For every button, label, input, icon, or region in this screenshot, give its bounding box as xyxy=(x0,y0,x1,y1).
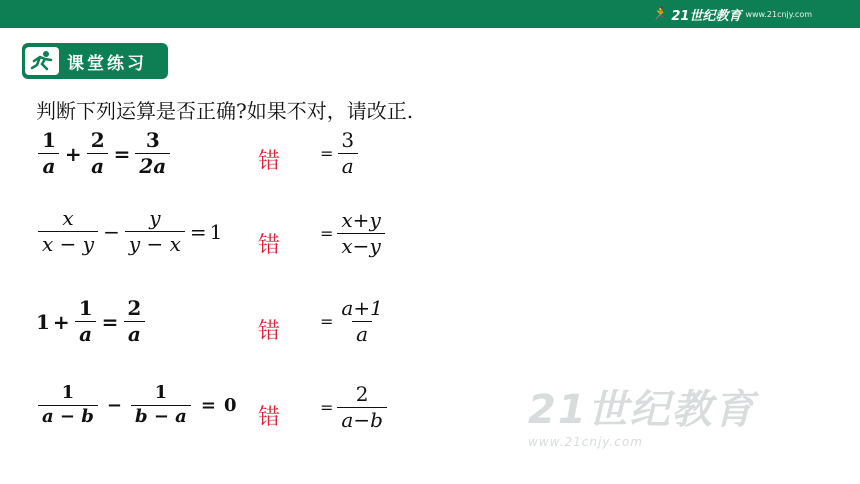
problem-2-equation xyxy=(36,208,222,255)
frac-numerator: 2 xyxy=(355,382,369,406)
watermark xyxy=(528,378,756,449)
verdict-wrong: 错 xyxy=(258,405,281,430)
problem-1-equation xyxy=(36,130,172,177)
frac-denominator: a xyxy=(124,321,145,345)
correction-4 xyxy=(320,384,389,431)
frac-numerator: x xyxy=(62,206,74,230)
equals-sign: = xyxy=(113,141,131,166)
badge-label: 课堂练习 xyxy=(67,53,147,74)
frac-denominator: a − b xyxy=(38,405,98,427)
frac-denominator: b − a xyxy=(131,405,191,427)
frac-denominator: a xyxy=(87,153,108,177)
frac-denominator: a xyxy=(38,153,59,177)
result-value: 1 xyxy=(209,219,223,244)
runner-icon: 🏃 xyxy=(651,6,668,22)
verdict-wrong: 错 xyxy=(258,149,281,174)
frac-numerator: 3 xyxy=(145,128,160,152)
correction-2 xyxy=(320,210,387,257)
top-bar xyxy=(0,0,860,28)
frac-numerator: a+1 xyxy=(341,296,383,320)
frac-numerator: 1 xyxy=(78,296,93,320)
frac-denominator: a−b xyxy=(337,407,386,431)
instruction-text: 判断下列运算是否正确?如果不对，请改正. xyxy=(36,99,414,123)
equals-sign: = xyxy=(320,224,334,243)
frac-denominator: x − y xyxy=(38,231,98,255)
problem-4-equation xyxy=(36,384,236,427)
correction-1 xyxy=(320,130,360,177)
watermark-text: 21世纪教育 xyxy=(528,387,756,433)
frac-numerator: 1 xyxy=(42,128,56,152)
whole-number: 1 xyxy=(36,309,50,334)
brand-logo xyxy=(651,4,812,24)
brand-sub: www.21cnjy.com xyxy=(745,9,812,19)
equals-sign: = xyxy=(200,394,216,416)
verdict-wrong: 错 xyxy=(258,233,281,258)
equals-sign: = xyxy=(320,398,334,417)
equals-sign: = xyxy=(320,312,334,331)
equals-sign: = xyxy=(101,309,119,334)
frac-denominator: a xyxy=(75,321,96,345)
result-value: 0 xyxy=(223,394,237,416)
frac-numerator: 3 xyxy=(341,128,355,152)
operator: + xyxy=(52,309,70,334)
problem-3-equation xyxy=(36,298,147,345)
frac-denominator: a xyxy=(338,153,358,177)
watermark-sub: www.21cnjy.com xyxy=(528,435,643,449)
frac-denominator: x−y xyxy=(337,233,384,257)
frac-numerator: y xyxy=(149,206,161,230)
frac-denominator: y − x xyxy=(125,231,185,255)
equals-sign: = xyxy=(189,219,207,244)
frac-numerator: 2 xyxy=(127,296,142,320)
frac-denominator: a xyxy=(352,321,372,345)
verdict-wrong: 错 xyxy=(258,319,281,344)
correction-3 xyxy=(320,298,389,345)
operator: − xyxy=(106,394,122,416)
operator: − xyxy=(103,219,120,244)
frac-numerator: 1 xyxy=(154,382,168,403)
frac-numerator: 1 xyxy=(61,382,75,403)
frac-numerator: 2 xyxy=(90,128,105,152)
equals-sign: = xyxy=(320,144,334,163)
runner-icon xyxy=(25,47,59,75)
brand-text: 21世纪教育 xyxy=(671,8,742,24)
operator: + xyxy=(64,141,82,166)
section-badge xyxy=(22,43,168,79)
frac-numerator: x+y xyxy=(341,208,381,232)
frac-denominator: 2a xyxy=(135,153,170,177)
